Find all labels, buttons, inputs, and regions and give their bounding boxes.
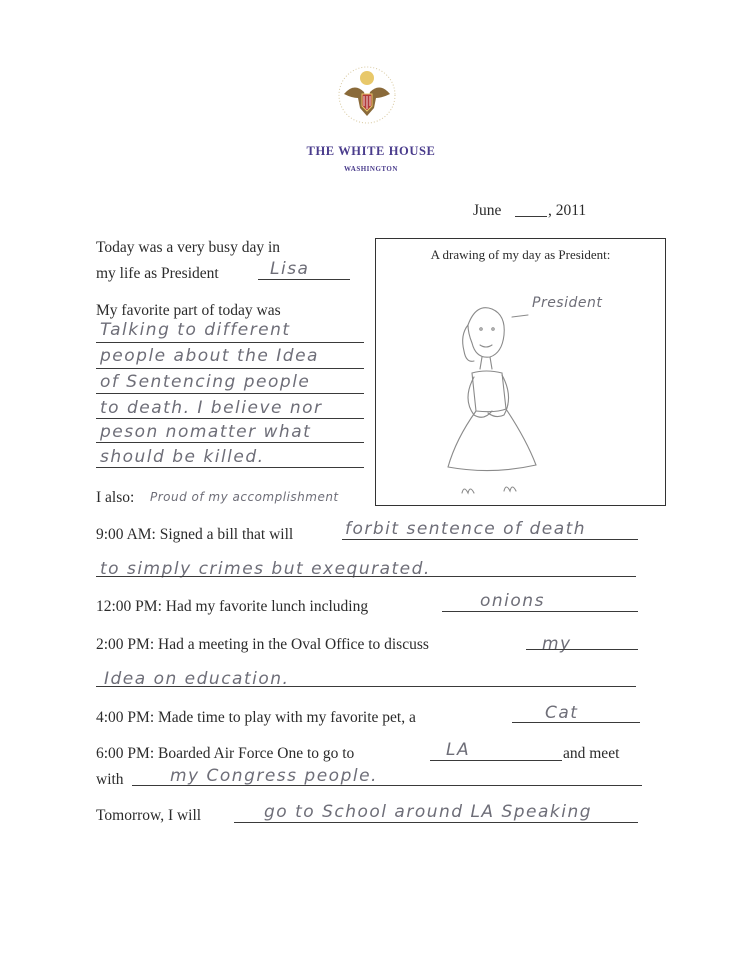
intro-line-2: my life as President xyxy=(96,265,219,282)
drawing-box xyxy=(375,238,666,506)
tomorrow-rule xyxy=(234,822,638,823)
six-pm-with-rule xyxy=(132,785,642,786)
two-pm-answer-2: Idea on education. xyxy=(104,669,290,689)
favorite-rule-1 xyxy=(96,342,364,343)
favorite-line-6: should be killed. xyxy=(100,447,265,467)
nine-am-prompt: 9:00 AM: Signed a bill that will xyxy=(96,526,294,543)
nine-am-rule-2 xyxy=(96,576,636,577)
nine-am-rule-1 xyxy=(342,539,638,540)
two-pm-prompt: 2:00 PM: Had a meeting in the Oval Office to discuss xyxy=(96,636,429,653)
six-pm-and-meet: and meet xyxy=(563,745,620,762)
favorite-line-1: Talking to different xyxy=(100,320,291,340)
name-line xyxy=(258,279,350,280)
nine-am-answer-2: to simply crimes but exequrated. xyxy=(100,559,431,579)
favorite-rule-6 xyxy=(96,467,364,468)
twelve-pm-rule xyxy=(442,611,638,612)
drawing-label: President xyxy=(532,295,603,311)
two-pm-answer-1: my xyxy=(542,634,572,654)
six-pm-with: with xyxy=(96,771,124,788)
four-pm-rule xyxy=(512,722,640,723)
also-label: I also: xyxy=(96,489,135,506)
tomorrow-answer: go to School around LA Speaking xyxy=(264,802,593,822)
date-day-blank xyxy=(515,216,547,217)
six-pm-prompt: 6:00 PM: Boarded Air Force One to go to xyxy=(96,745,355,762)
date-month: June xyxy=(473,202,502,219)
favorite-line-3: of Sentencing people xyxy=(100,372,311,392)
presidential-seal-icon xyxy=(336,64,398,126)
four-pm-prompt: 4:00 PM: Made time to play with my favorite pet, a xyxy=(96,709,416,726)
drawing-caption: A drawing of my day as President: xyxy=(430,247,611,262)
president-name: Lisa xyxy=(270,259,310,279)
favorite-rule-2 xyxy=(96,368,364,369)
favorite-line-2: people about the Idea xyxy=(100,346,319,366)
favorite-rule-4 xyxy=(96,418,364,419)
two-pm-rule-2 xyxy=(96,686,636,687)
nine-am-answer-1: forbit sentence of death xyxy=(345,519,587,539)
president-figure-drawing xyxy=(376,239,667,507)
twelve-pm-prompt: 12:00 PM: Had my favorite lunch including xyxy=(96,598,369,615)
favorite-line-5: peson nomatter what xyxy=(100,422,312,442)
two-pm-rule-1 xyxy=(526,649,638,650)
intro-line-1: Today was a very busy day in xyxy=(96,239,281,256)
date-year: , 2011 xyxy=(548,202,587,219)
tomorrow-prompt: Tomorrow, I will xyxy=(96,807,202,824)
favorite-rule-5 xyxy=(96,442,364,443)
letterhead-subtitle: WASHINGTON xyxy=(344,165,398,173)
letterhead-title: THE WHITE HOUSE xyxy=(306,144,436,158)
six-pm-answer: my Congress people. xyxy=(170,766,378,786)
six-pm-destination-rule xyxy=(430,760,562,761)
twelve-pm-answer: onions xyxy=(480,591,545,611)
six-pm-destination: LA xyxy=(446,740,471,760)
also-answer: Proud of my accomplishment xyxy=(150,490,339,504)
four-pm-answer: Cat xyxy=(545,703,579,723)
favorite-line-4: to death. I believe nor xyxy=(100,398,323,418)
favorite-rule-3 xyxy=(96,393,364,394)
favorite-prompt: My favorite part of today was xyxy=(96,302,281,319)
